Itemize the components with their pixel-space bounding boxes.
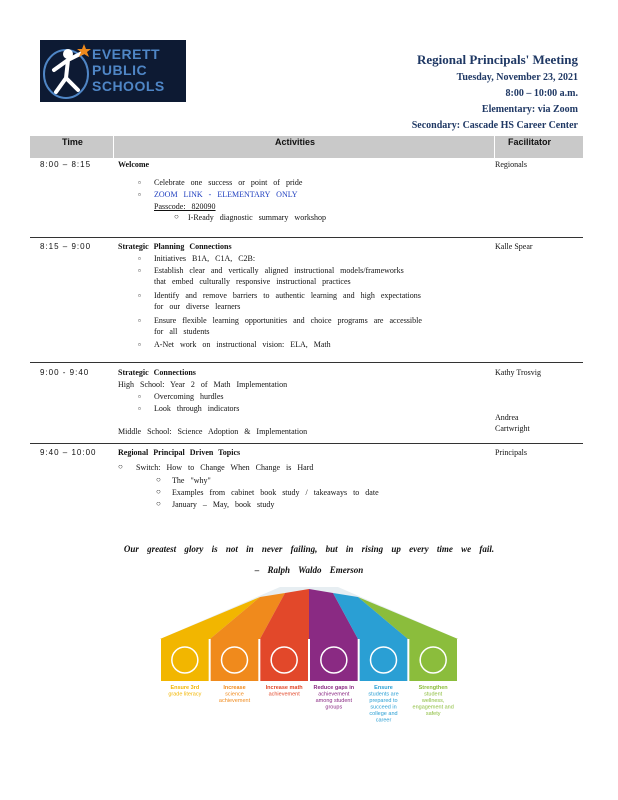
- column-divider: [113, 136, 114, 158]
- goal-card-block: [409, 639, 457, 681]
- row-divider: [30, 362, 583, 363]
- row-time: 9:00 - 9:40: [40, 368, 90, 377]
- bullet-icon: ▫: [138, 404, 141, 413]
- goal-label: Reduce gaps in achievement among student groups: [313, 685, 355, 711]
- list-item-continued: for all students: [154, 327, 210, 336]
- list-item: High School: Year 2 of Math Implementation: [118, 380, 288, 389]
- passcode: Passcode: 820090: [154, 202, 216, 211]
- circle-bullet-icon: ○: [156, 487, 161, 496]
- circle-bullet-icon: ○: [118, 462, 123, 471]
- row-facilitator: Regionals: [495, 160, 527, 169]
- list-item: Switch: How to Change When Change is Hard: [136, 463, 314, 472]
- quote-text: Our greatest glory is not in never failing, but in rising up every time we fail.: [123, 544, 495, 554]
- row-time: 9:40 – 10:00: [40, 448, 97, 457]
- logo-line-3: SCHOOLS: [92, 78, 165, 94]
- bullet-icon: ▫: [138, 392, 141, 401]
- goal-card-block: [310, 639, 358, 681]
- table-row: [30, 160, 583, 236]
- header-facilitator: Facilitator: [508, 137, 552, 147]
- row-divider: [30, 237, 583, 238]
- list-item: Initiatives B1A, C1A, C2B:: [154, 254, 256, 263]
- list-item: Ensure flexible learning opportunities and choice programs are accessible: [154, 316, 422, 325]
- row-facilitator-2: Andrea Cartwright: [495, 413, 530, 433]
- goal-card: [409, 639, 457, 717]
- meeting-time: 8:00 – 10:00 a.m.: [505, 88, 578, 99]
- list-item: Middle School: Science Adoption & Implementation: [118, 427, 308, 436]
- goal-card: [360, 639, 408, 724]
- list-item: Celebrate one success or point of pride: [154, 178, 303, 187]
- goal-label: Ensure 3rd grade literacy: [168, 685, 202, 698]
- logo-line-2: PUBLIC: [92, 62, 148, 78]
- goal-label: Increase math achievement: [265, 685, 303, 698]
- header-time: Time: [62, 137, 83, 147]
- bullet-icon: ▫: [138, 190, 141, 199]
- goal-card-block: [260, 639, 308, 681]
- list-item: The "why": [172, 476, 211, 485]
- goal-card-block: [211, 639, 259, 681]
- bullet-icon: ▫: [138, 254, 141, 263]
- row-title: Strategic Planning Connections: [118, 242, 232, 251]
- row-title: Welcome: [118, 160, 150, 169]
- table-row: [30, 242, 583, 362]
- row-facilitator: Kalle Spear: [495, 242, 533, 251]
- goal-card-block: [161, 639, 209, 681]
- list-item: Examples from cabinet book study / takeaways to date: [172, 488, 379, 497]
- list-item: Look through indicators: [154, 404, 240, 413]
- zoom-link[interactable]: ZOOM LINK - ELEMENTARY ONLY: [154, 190, 298, 199]
- row-time: 8:00 – 8:15: [40, 160, 92, 169]
- list-item: Overcoming hurdles: [154, 392, 224, 401]
- list-item-continued: that embed culturally responsive instructional practices: [154, 277, 351, 286]
- goal-card: [211, 639, 259, 704]
- circle-bullet-icon: ○: [174, 212, 179, 221]
- goal-card: [310, 639, 358, 711]
- district-goals-graphic: [160, 583, 458, 724]
- list-item: Establish clear and vertically aligned instructional models/frameworks: [154, 266, 404, 275]
- bullet-icon: ▫: [138, 340, 141, 349]
- bullet-icon: ▫: [138, 316, 141, 325]
- row-title: Strategic Connections: [118, 368, 196, 377]
- logo-line-1: EVERETT: [92, 46, 161, 62]
- list-item: I-Ready diagnostic summary workshop: [188, 213, 326, 222]
- row-time: 8:15 – 9:00: [40, 242, 92, 251]
- secondary-location: Secondary: Cascade HS Career Center: [411, 120, 578, 131]
- goal-label: Ensure students are prepared to succeed in college and career: [368, 685, 399, 724]
- table-row: [30, 448, 583, 516]
- row-facilitator: Principals: [495, 448, 527, 457]
- goal-card: [260, 639, 308, 698]
- row-facilitator: Kathy Trosvig: [495, 368, 542, 377]
- column-divider: [494, 136, 495, 158]
- row-divider: [30, 443, 583, 444]
- elementary-location: Elementary: via Zoom: [481, 104, 578, 115]
- quote-author: – Ralph Waldo Emerson: [254, 565, 364, 575]
- goal-label: Strengthen student wellness, engagement and safety: [412, 685, 454, 717]
- meeting-date: Tuesday, November 23, 2021: [456, 72, 578, 83]
- bullet-icon: ▫: [138, 266, 141, 275]
- circle-bullet-icon: ○: [156, 499, 161, 508]
- goal-card: [161, 639, 209, 698]
- table-row: [30, 368, 583, 442]
- list-item: A-Net work on instructional vision: ELA, Math: [154, 340, 331, 349]
- meeting-title: Regional Principals' Meeting: [416, 52, 578, 67]
- list-item: Identify and remove barriers to authentic learning and high expectations: [154, 291, 421, 300]
- row-title: Regional Principal Driven Topics: [118, 448, 241, 457]
- circle-bullet-icon: ○: [156, 475, 161, 484]
- list-item-continued: for our diverse learners: [154, 302, 241, 311]
- bullet-icon: ▫: [138, 291, 141, 300]
- bullet-icon: ▫: [138, 178, 141, 187]
- list-item: January – May, book study: [172, 500, 275, 509]
- goal-label: Increase science achievement: [218, 685, 251, 704]
- goal-card-block: [360, 639, 408, 681]
- district-logo: [40, 40, 186, 102]
- header-activities: Activities: [275, 137, 316, 147]
